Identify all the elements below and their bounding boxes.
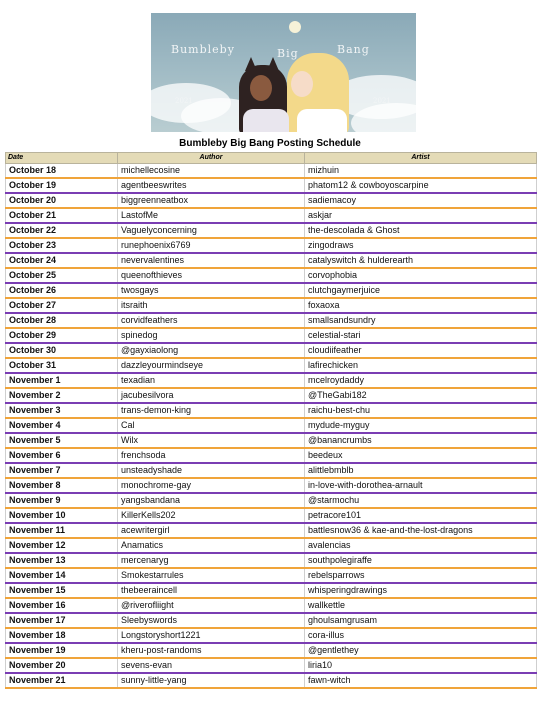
table-row	[6, 658, 537, 673]
date-cell: November 18	[6, 628, 118, 643]
author-cell: nevervalentines	[118, 253, 305, 268]
artist-cell: @starmochu	[305, 493, 537, 508]
date-cell: October 29	[6, 328, 118, 343]
date-cell: October 30	[6, 343, 118, 358]
date-cell: November 4	[6, 418, 118, 433]
table-row	[6, 418, 537, 433]
banner-word-3: Bang	[337, 43, 370, 56]
artist-cell: petracore101	[305, 508, 537, 523]
table-row	[6, 643, 537, 658]
artist-cell: rebelsparrows	[305, 568, 537, 583]
table-row	[6, 493, 537, 508]
table-row	[6, 328, 537, 343]
artist-cell: cloudiifeather	[305, 343, 537, 358]
artist-cell: corvophobia	[305, 268, 537, 283]
artist-cell: in-love-with-dorothea-arnault	[305, 478, 537, 493]
column-header-artist: Artist	[305, 153, 537, 164]
artist-cell: raichu-best-chu	[305, 403, 537, 418]
artist-cell: alittlebmblb	[305, 463, 537, 478]
artist-cell: lafirechicken	[305, 358, 537, 373]
character-left-face	[250, 75, 272, 101]
author-cell: kheru-post-randoms	[118, 643, 305, 658]
schedule-title: Bumbleby Big Bang Posting Schedule	[179, 138, 361, 149]
artist-cell: mcelroydaddy	[305, 373, 537, 388]
date-cell: October 31	[6, 358, 118, 373]
date-cell: October 18	[6, 164, 118, 179]
date-cell: November 6	[6, 448, 118, 463]
schedule-table	[5, 152, 537, 689]
banner-word-1: Bumbleby	[171, 43, 235, 56]
banner-year-right: 2021	[373, 97, 391, 105]
table-row	[6, 208, 537, 223]
artist-cell: foxaoxa	[305, 298, 537, 313]
author-cell: queenofthieves	[118, 268, 305, 283]
author-cell: sunny-little-yang	[118, 673, 305, 688]
artist-cell: zingodraws	[305, 238, 537, 253]
author-cell: trans-demon-king	[118, 403, 305, 418]
artist-cell: celestial-stari	[305, 328, 537, 343]
table-row	[6, 178, 537, 193]
author-cell: thebeeraincell	[118, 583, 305, 598]
artist-cell: phatom12 & cowboyoscarpine	[305, 178, 537, 193]
artist-cell: mizhuin	[305, 164, 537, 179]
table-row	[6, 553, 537, 568]
artist-cell: @gentlethey	[305, 643, 537, 658]
date-cell: October 27	[6, 298, 118, 313]
artist-cell: sadiemacoy	[305, 193, 537, 208]
table-row	[6, 358, 537, 373]
table-row	[6, 298, 537, 313]
date-cell: November 15	[6, 583, 118, 598]
artist-cell: @banancrumbs	[305, 433, 537, 448]
date-cell: November 1	[6, 373, 118, 388]
author-cell: @riverofliight	[118, 598, 305, 613]
date-cell: November 21	[6, 673, 118, 688]
date-cell: November 16	[6, 598, 118, 613]
table-row	[6, 268, 537, 283]
column-header-date: Date	[6, 153, 118, 164]
author-cell: Cal	[118, 418, 305, 433]
date-cell: November 11	[6, 523, 118, 538]
date-cell: November 3	[6, 403, 118, 418]
date-cell: November 10	[6, 508, 118, 523]
date-cell: November 13	[6, 553, 118, 568]
artist-cell: askjar	[305, 208, 537, 223]
artist-cell: clutchgaymerjuice	[305, 283, 537, 298]
author-cell: yangsbandana	[118, 493, 305, 508]
date-cell: November 2	[6, 388, 118, 403]
table-row	[6, 463, 537, 478]
author-cell: michellecosine	[118, 164, 305, 179]
artist-cell: cora-illus	[305, 628, 537, 643]
author-cell: unsteadyshade	[118, 463, 305, 478]
date-cell: November 9	[6, 493, 118, 508]
author-cell: Longstoryshort1221	[118, 628, 305, 643]
date-cell: October 25	[6, 268, 118, 283]
artist-cell: the-descolada & Ghost	[305, 223, 537, 238]
character-right-face	[291, 71, 313, 97]
author-cell: spinedog	[118, 328, 305, 343]
author-cell: KillerKells202	[118, 508, 305, 523]
author-cell: texadian	[118, 373, 305, 388]
table-row	[6, 164, 537, 179]
author-cell: monochrome-gay	[118, 478, 305, 493]
table-row	[6, 388, 537, 403]
date-cell: October 24	[6, 253, 118, 268]
author-cell: Vaguelyconcerning	[118, 223, 305, 238]
table-row	[6, 403, 537, 418]
date-cell: November 19	[6, 643, 118, 658]
table-row	[6, 508, 537, 523]
table-row	[6, 628, 537, 643]
artist-cell: fawn-witch	[305, 673, 537, 688]
date-cell: November 5	[6, 433, 118, 448]
date-cell: November 17	[6, 613, 118, 628]
date-cell: November 14	[6, 568, 118, 583]
author-cell: biggreenneatbox	[118, 193, 305, 208]
table-row	[6, 373, 537, 388]
author-cell: itsraith	[118, 298, 305, 313]
author-cell: @gayxiaolong	[118, 343, 305, 358]
artist-cell: smallsandsundry	[305, 313, 537, 328]
author-cell: runephoenix6769	[118, 238, 305, 253]
artist-cell: avalencias	[305, 538, 537, 553]
table-row	[6, 313, 537, 328]
moon-icon	[289, 21, 301, 33]
table-row	[6, 253, 537, 268]
date-cell: October 22	[6, 223, 118, 238]
artist-cell: liria10	[305, 658, 537, 673]
table-row	[6, 448, 537, 463]
banner-illustration	[151, 13, 416, 132]
date-cell: November 7	[6, 463, 118, 478]
author-cell: acewritergirl	[118, 523, 305, 538]
table-row	[6, 538, 537, 553]
author-cell: mercenaryg	[118, 553, 305, 568]
table-row	[6, 568, 537, 583]
column-header-author: Author	[118, 153, 305, 164]
author-cell: agentbeeswrites	[118, 178, 305, 193]
date-cell: October 28	[6, 313, 118, 328]
artist-cell: southpolegiraffe	[305, 553, 537, 568]
artist-cell: mydude-myguy	[305, 418, 537, 433]
author-cell: Sleebyswords	[118, 613, 305, 628]
author-cell: Anamatics	[118, 538, 305, 553]
date-cell: October 23	[6, 238, 118, 253]
date-cell: November 12	[6, 538, 118, 553]
author-cell: jacubesilvora	[118, 388, 305, 403]
author-cell: Smokestarrules	[118, 568, 305, 583]
table-header-row	[6, 153, 537, 164]
table-row	[6, 583, 537, 598]
table-row	[6, 613, 537, 628]
date-cell: October 20	[6, 193, 118, 208]
table-row	[6, 223, 537, 238]
artist-cell: catalyswitch & hulderearth	[305, 253, 537, 268]
table-row	[6, 433, 537, 448]
banner-year-left: 2021	[175, 97, 193, 105]
table-row	[6, 523, 537, 538]
date-cell: November 8	[6, 478, 118, 493]
artist-cell: battlesnow36 & kae-and-the-lost-dragons	[305, 523, 537, 538]
artist-cell: beedeux	[305, 448, 537, 463]
artist-cell: ghoulsamgrusam	[305, 613, 537, 628]
artist-cell: @TheGabi182	[305, 388, 537, 403]
banner-word-2: Big	[277, 47, 299, 60]
table-row	[6, 598, 537, 613]
artist-cell: whisperingdrawings	[305, 583, 537, 598]
date-cell: October 26	[6, 283, 118, 298]
date-cell: October 21	[6, 208, 118, 223]
table-row	[6, 193, 537, 208]
author-cell: dazzleyourmindseye	[118, 358, 305, 373]
author-cell: Wilx	[118, 433, 305, 448]
table-row	[6, 478, 537, 493]
table-row	[6, 283, 537, 298]
table-row	[6, 343, 537, 358]
author-cell: frenchsoda	[118, 448, 305, 463]
date-cell: October 19	[6, 178, 118, 193]
artist-cell: wallkettle	[305, 598, 537, 613]
author-cell: twosgays	[118, 283, 305, 298]
author-cell: LastofMe	[118, 208, 305, 223]
table-row	[6, 673, 537, 688]
author-cell: corvidfeathers	[118, 313, 305, 328]
date-cell: November 20	[6, 658, 118, 673]
author-cell: sevens-evan	[118, 658, 305, 673]
table-row	[6, 238, 537, 253]
